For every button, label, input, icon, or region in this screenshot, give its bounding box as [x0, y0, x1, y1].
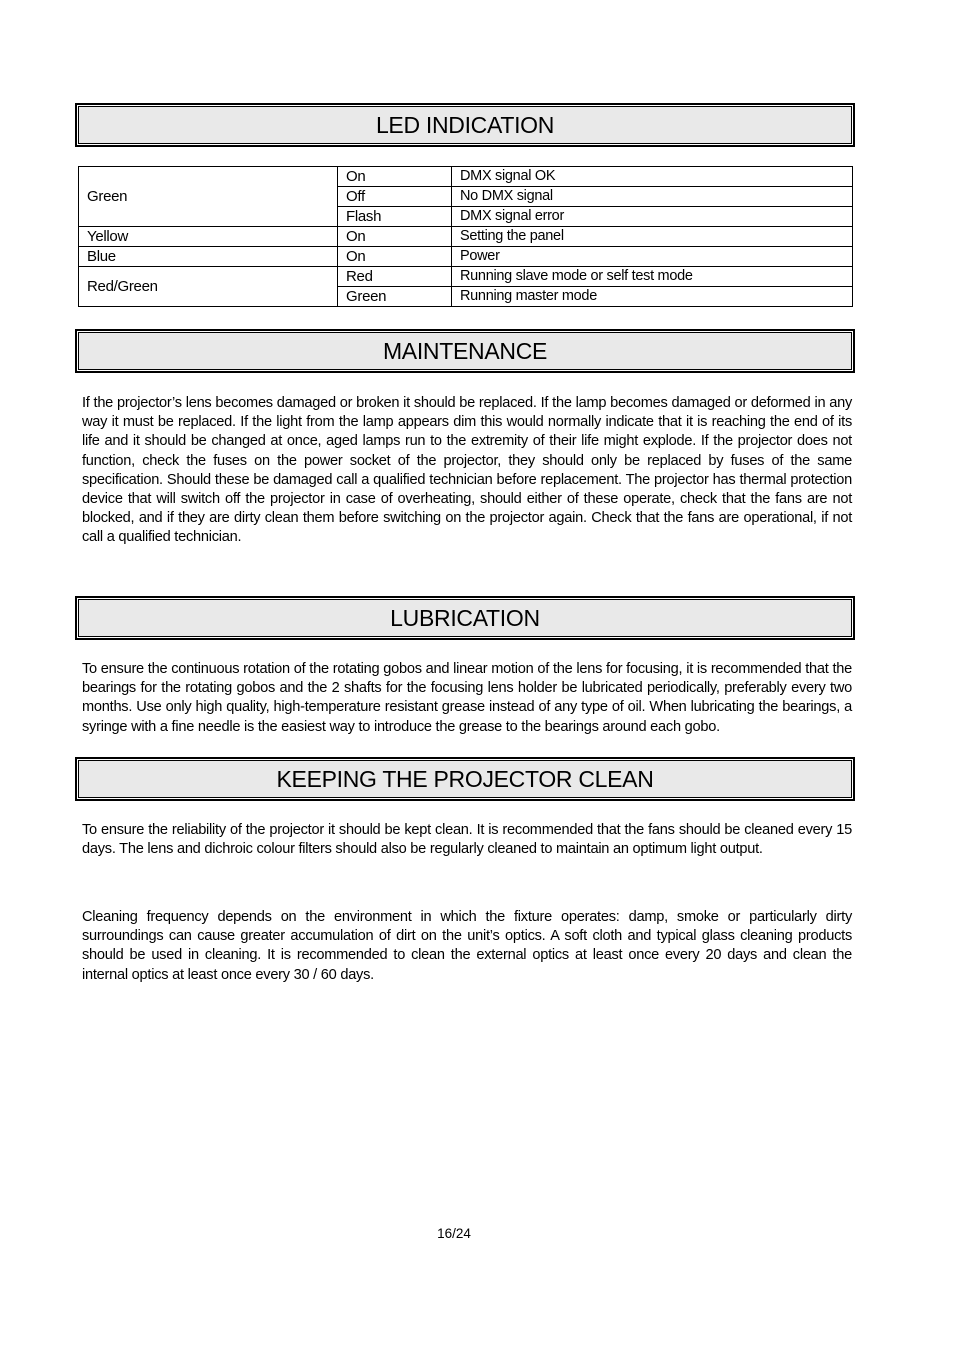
led-description: Power: [452, 247, 853, 267]
led-state: Green: [338, 287, 452, 307]
led-indication-table: [78, 166, 853, 307]
lubrication-title: LUBRICATION: [390, 604, 540, 631]
keeping-clean-title: KEEPING THE PROJECTOR CLEAN: [276, 765, 654, 792]
table-row: [79, 167, 853, 187]
keeping-clean-heading: [75, 757, 855, 801]
table-row: [79, 267, 853, 287]
led-description: DMX signal OK: [452, 167, 853, 187]
maintenance-paragraph: If the projector’s lens becomes damaged or broken it should be replaced. If the lamp becomes damaged or deformed in any way it must be replaced. If the light from the lamp appears dim this would normally indicate that it is reaching the end of its life and it should be changed at once, aged lamps run to the extremity of their life might explode. If the projector does not function, check the fuses on the power socket of the projector, they should only be replaced by fuses of the same specification. Should these be damaged call a qualified technician before replacement. The projector has thermal protection device that will switch off the projector in case of overheating, should either of these operate, check that the fans are not blocked, and if they are dirty clean them before switching on the projector again. Check that the fans are operational, if not call a qualified technician.: [82, 395, 852, 546]
led-color-red-green: Red/Green: [79, 267, 338, 307]
led-state: On: [338, 227, 452, 247]
maintenance-title: MAINTENANCE: [382, 337, 548, 364]
led-indication-title: LED INDICATION: [375, 111, 555, 138]
led-state: Red: [338, 267, 452, 287]
led-indication-heading: [75, 103, 855, 147]
led-state: On: [338, 167, 452, 187]
maintenance-heading: [75, 329, 855, 373]
led-state: Off: [338, 187, 452, 207]
cleaning-paragraph-1: To ensure the reliability of the projector it should be kept clean. It is recommended that the fans should be cleaned every 15 days. The lens and dichroic colour filters should also be regularly cleaned to maintain an optimum light output.: [82, 822, 852, 858]
table-row: [79, 227, 853, 247]
led-description: Running slave mode or self test mode: [452, 267, 853, 287]
lubrication-heading: [75, 596, 855, 640]
led-color-yellow: Yellow: [79, 227, 338, 247]
led-state: Flash: [338, 207, 452, 227]
led-description: Running master mode: [452, 287, 853, 307]
table-row: [79, 247, 853, 267]
cleaning-paragraph-2: Cleaning frequency depends on the environment in which the fixture operates: damp, smoke or particularly dirty surroundings can cause greater accumulation of dirt on the unit’s optics. A soft cloth and typical glass cleaning products should be used in cleaning. It is recommended to clean the external optics at least once every 20 days and clean the internal optics at least once every 30 / 60 days.: [82, 909, 852, 983]
led-description: DMX signal error: [452, 207, 853, 227]
led-state: On: [338, 247, 452, 267]
led-description: Setting the panel: [452, 227, 853, 247]
page-number: 16/24: [437, 1226, 471, 1241]
led-color-blue: Blue: [79, 247, 338, 267]
lubrication-paragraph: To ensure the continuous rotation of the rotating gobos and linear motion of the lens for focusing, it is recommended that the bearings for the rotating gobos and the 2 shafts for the focusing lens holder be lubricated periodically, preferably every two months. Use only high quality, high-temperature resistant grease instead of any type of oil. When lubricating the bearings, a syringe with a fine needle is the easiest way to introduce the grease to the bearings around each gobo.: [82, 661, 852, 735]
led-color-green: Green: [79, 167, 338, 227]
led-description: No DMX signal: [452, 187, 853, 207]
